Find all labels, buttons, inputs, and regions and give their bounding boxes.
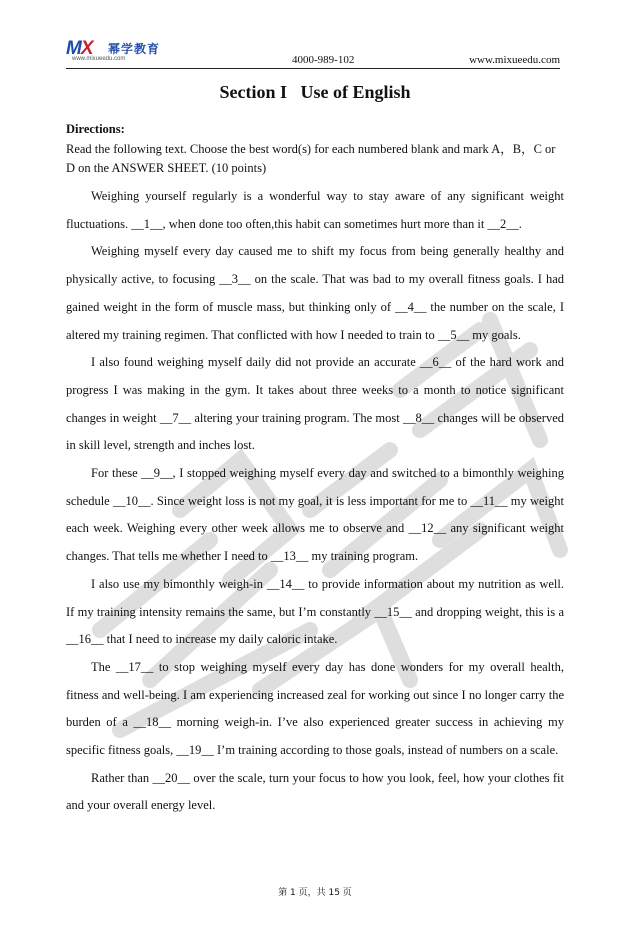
logo-mark: MX [66, 38, 93, 59]
logo-url: www.mixueedu.com [72, 56, 126, 62]
paragraph-5: I also use my bimonthly weigh-in __14__ to provide information about my nutrition as well. If my training intensity remains the same, but I’m constantly __15__ and dropping weight, this is a __16__ that I need to increase my daily caloric intake. [66, 576, 564, 647]
paragraph-7: Rather than __20__ over the scale, turn your focus to how you look, feel, how your clothes fit and your overall energy level. [66, 770, 564, 813]
header-website: www.mixueedu.com [469, 54, 560, 66]
header-phone: 4000-989-102 [292, 54, 355, 66]
paragraph-1: Weighing yourself regularly is a wonderful way to stay aware of any significant weight fluctuations. __1__, when done too often,this habit can sometimes hurt more than it __2__. [66, 189, 564, 231]
paragraph-2: Weighing myself every day caused me to shift my focus from being generally healthy and physically active, to focusing __3__ on the scale. That was bad to my overall fitness goals. I had gained weight in the form of muscle mass, but thinking only of __4__ the number on the scale, I altered my training regimen. That conflicted with how I needed to train to __5__ my goals. [66, 244, 564, 342]
directions-heading: Directions: [66, 122, 125, 136]
paragraph-4: For these __9__, I stopped weighing myself every day and switched to a bimonthly weighing schedule __10__. Since weight loss is not my goal, it is less important for me to __11__ my weight each week. Weighing every other week allows me to observe and __12__ any significant weight changes. That tells me whether I need to __13__ my training program. [66, 466, 564, 564]
document-body [66, 80, 564, 820]
directions-text: Read the following text. Choose the best word(s) for each numbered blank and mark A，B，C or D on the ANSWER SHEET. (10 points) [66, 142, 556, 175]
paragraph-3: I also found weighing myself daily did not provide an accurate __6__ of the hard work and progress I was making in the gym. It takes about three weeks to a month to notice significant changes in weight __7__ altering your training program. The most __8__ changes will be observed in skill level, strength and inches lost. [66, 355, 564, 453]
page-header [66, 38, 560, 69]
paragraph-6: The __17__ to stop weighing myself every day has done wonders for my overall health, fitness and well-being. I am experiencing increased zeal for working out since I no longer carry the burden of a __18__ morning weigh-in. I’ve also experienced greater success in achieving my specific fitness goals, __19__ I’m training according to those goals, instead of numbers on a scale. [66, 659, 564, 758]
page-footer: 第 1 页，共 15 页 [278, 888, 352, 898]
logo [66, 38, 196, 68]
logo-brand-text: 幂学教育 [108, 42, 161, 56]
section-title: Section I Use of English [219, 82, 411, 102]
